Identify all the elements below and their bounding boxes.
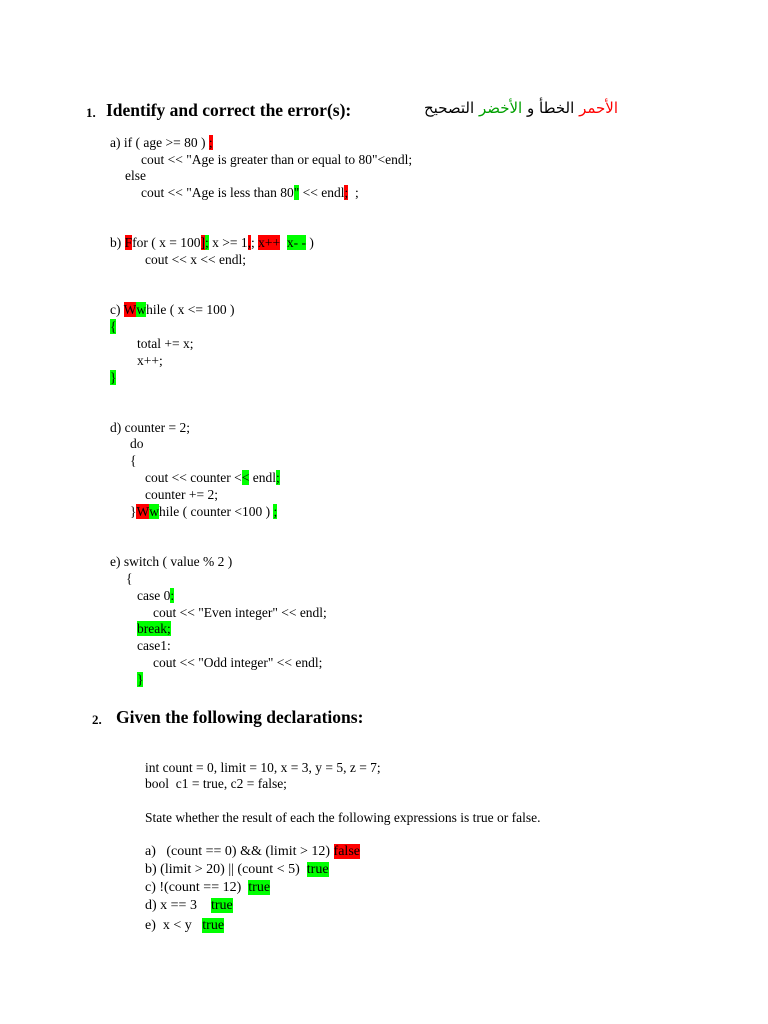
q1c-line5	[110, 371, 116, 385]
q1a-line3: else	[125, 168, 146, 183]
error-mark: ;	[344, 185, 349, 200]
q1a-line2: cout << "Age is greater than or equal to 80"<endl;	[141, 152, 413, 167]
q1e-line2: {	[126, 571, 133, 586]
arabic-legend-red: الأحمر	[579, 99, 619, 117]
q1e-line5	[137, 622, 171, 636]
q1c-line1	[110, 303, 234, 317]
expression: b) (limit > 20) || (count < 5)	[145, 862, 307, 877]
code-text: for ( x = 100	[132, 235, 201, 250]
q1d-line5: counter += 2;	[145, 487, 218, 502]
code-text: )	[306, 235, 314, 250]
q1a-line4	[141, 186, 359, 200]
arabic-legend-mid: الخطأ و	[522, 99, 580, 117]
q1e-line1: e) switch ( value % 2 )	[110, 554, 233, 569]
code-text: ;	[348, 185, 359, 200]
fix-mark: ;	[275, 470, 280, 485]
error-mark: W	[123, 302, 137, 317]
q2-item-b	[145, 863, 329, 877]
code-text: hile ( x <= 100 )	[146, 302, 235, 317]
q1e-line6: case1:	[137, 638, 171, 653]
arabic-legend	[424, 101, 632, 116]
code-text: a) if ( age >= 80 )	[110, 135, 209, 150]
fix-mark: <	[241, 470, 250, 485]
q1d-line3: {	[130, 453, 137, 468]
q1e-line3	[137, 589, 174, 603]
q2-declaration-1: int count = 0, limit = 10, x = 3, y = 5, z = 7;	[145, 760, 381, 775]
question-1-number: 1.	[86, 105, 96, 120]
fix-mark: }	[137, 672, 144, 687]
code-text: c)	[110, 302, 124, 317]
fix-mark: }	[110, 370, 117, 385]
error-mark: x++	[258, 235, 281, 250]
code-text: hile ( counter <100 )	[158, 504, 274, 519]
code-text: ;	[251, 235, 259, 250]
fix-mark: x- -	[286, 235, 306, 250]
arabic-legend-end: التصحيح	[424, 99, 479, 117]
fix-mark: w	[149, 504, 159, 519]
error-mark: ,	[247, 235, 251, 250]
error-mark: W	[136, 504, 150, 519]
code-text	[280, 235, 287, 250]
fix-mark: :	[170, 588, 175, 603]
code-text: }	[130, 504, 137, 519]
question-1-title: Identify and correct the error(s):	[106, 100, 352, 120]
answer-true: true	[248, 880, 271, 895]
expression: a) (count == 0) && (limit > 12)	[145, 844, 334, 859]
code-text: cout << counter <	[145, 470, 242, 485]
arabic-legend-green: الأخضر	[478, 99, 523, 117]
q1e-line7: cout << "Odd integer" << endl;	[153, 655, 323, 670]
expression: d) x == 3	[145, 898, 211, 913]
q1d-line4	[145, 471, 280, 485]
q1e-line4: cout << "Even integer" << endl;	[153, 605, 327, 620]
fix-mark: ;	[273, 504, 278, 519]
code-text: endl	[249, 470, 276, 485]
question-2-number: 2.	[92, 712, 102, 727]
question-2-title: Given the following declarations:	[116, 707, 364, 727]
q2-item-d	[145, 899, 233, 913]
code-text: << endl	[299, 185, 345, 200]
code-text: case 0	[137, 588, 171, 603]
q1d-line1: d) counter = 2;	[110, 420, 190, 435]
answer-false: false	[333, 844, 360, 859]
q1e-line8	[137, 673, 143, 687]
fix-mark: "	[293, 185, 300, 200]
q1d-line2: do	[130, 436, 144, 451]
expression: e) x < y	[145, 918, 203, 933]
q1d-line6	[130, 505, 277, 519]
code-text: cout << "Age is less than 80	[141, 185, 294, 200]
answer-true: true	[306, 862, 329, 877]
fix-mark: w	[136, 302, 147, 317]
q2-instruction: State whether the result of each the following expressions is true or false.	[145, 810, 541, 825]
q1c-line2	[110, 320, 116, 334]
error-mark: ;	[208, 135, 213, 150]
fix-mark: ;	[205, 235, 209, 250]
q1a-line1	[110, 136, 213, 150]
q1b-line1	[110, 236, 314, 250]
q2-item-a	[145, 845, 360, 859]
expression: c) !(count == 12)	[145, 880, 249, 895]
q1b-line2: cout << x << endl;	[145, 252, 246, 267]
code-text: b)	[110, 235, 125, 250]
answer-true: true	[202, 918, 225, 933]
code-text: x >= 1	[208, 235, 248, 250]
answer-true: true	[210, 898, 233, 913]
error-mark: F	[124, 235, 133, 250]
q1c-line3: total += x;	[137, 336, 194, 351]
q2-item-e	[145, 919, 224, 933]
q2-item-c	[145, 881, 270, 895]
error-mark: ]	[200, 235, 205, 250]
fix-mark: {	[110, 319, 117, 334]
q1c-line4: x++;	[137, 353, 163, 368]
q2-declaration-2: bool c1 = true, c2 = false;	[145, 776, 287, 791]
fix-mark: break;	[137, 621, 171, 636]
